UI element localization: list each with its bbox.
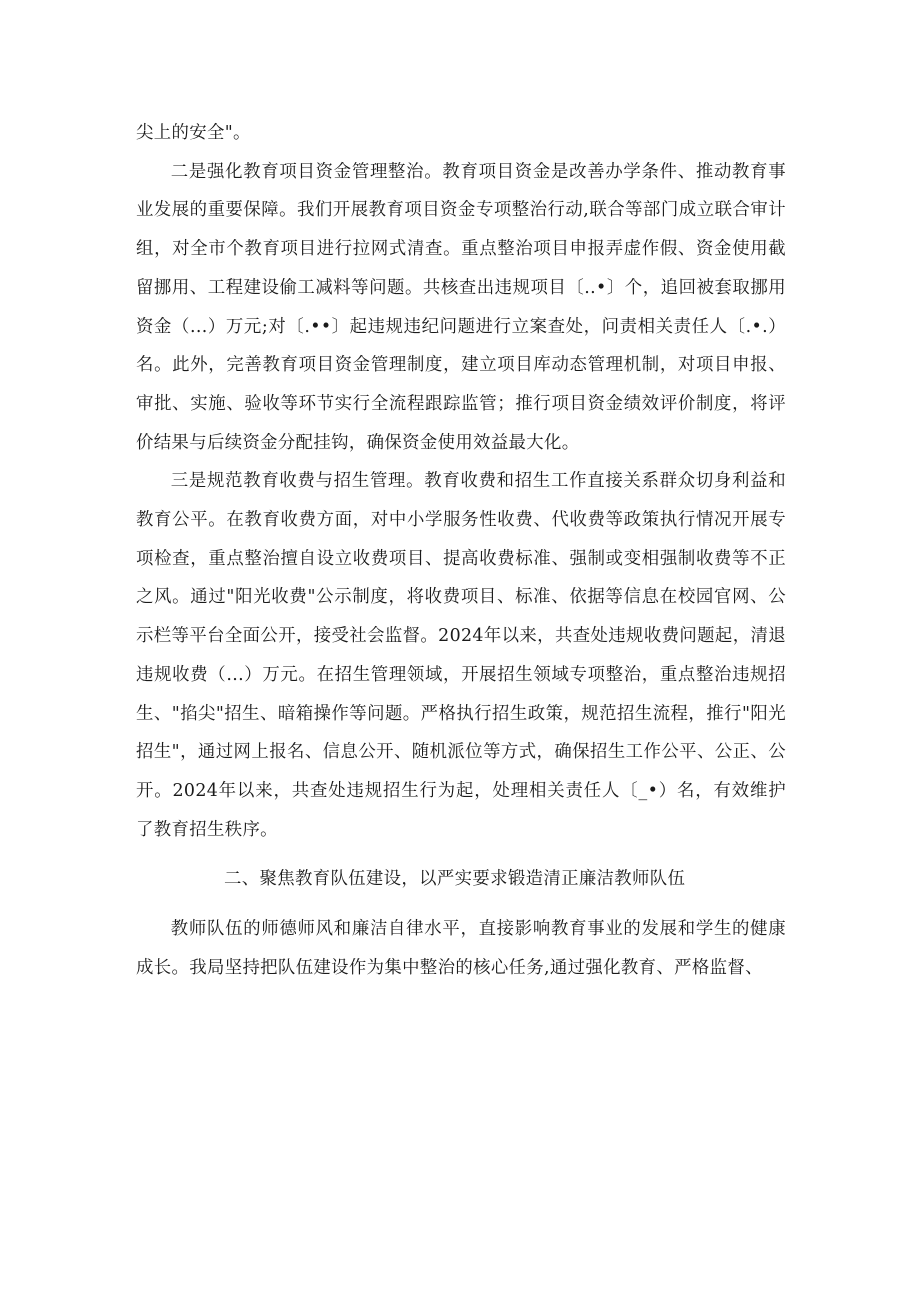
paragraph-project-funds: 二是强化教育项目资金管理整治。教育项目资金是改善办学条件、推动教育事业发展的重要保障。我们开展教育项目资金专项整治行动,联合等部门成立联合审计组，对全市个教育项目进行拉网式清查。重点整治项目申报弄虚作假、资金使用截留挪用、工程建设偷工减料等问题。共核查出违规项目〔..•〕个，追回被套取挪用资金（...）万元;对〔.••〕起违规违纪问题进行立案查处，问责相关责任人〔.•.）名。此外，完善教育项目资金管理制度，建立项目库动态管理机制，对项目申报、审批、实施、验收等环节实行全流程跟踪监管；推行项目资金绩效评价制度，将评价结果与后续资金分配挂钩，确保资金使用效益最大化。 bbox=[136, 161, 786, 453]
paragraph-fees-enrollment: 三是规范教育收费与招生管理。教育收费和招生工作直接关系群众切身利益和教育公平。在教育收费方面，对中小学服务性收费、代收费等政策执行情况开展专项检查，重点整治擅自设立收费项目、提高收费标准、强制或变相强制收费等不正之风。通过"阳光收费"公示制度，将收费项目、标准、依据等信息在校园官网、公示栏等平台全面公开，接受社会监督。2024年以来，共查处违规收费问题起，清退违规收费（...）万元。在招生管理领域，开展招生领域专项整治，重点整治违规招生、"掐尖"招生、暗箱操作等问题。严格执行招生政策，规范招生流程，推行"阳光招生"，通过网上报名、信息公开、随机派位等方式，确保招生工作公平、公正、公开。2024年以来，共查处违规招生行为起，处理相关责任人〔_•）名，有效维护了教育招生秩序。 bbox=[136, 471, 786, 840]
document-body bbox=[136, 114, 786, 987]
section-heading: 二、聚焦教育队伍建设，以严实要求锻造清正廉洁教师队伍 bbox=[224, 869, 686, 890]
paragraph-continuation: 尖上的安全"。 bbox=[136, 123, 251, 143]
paragraph-teacher-team: 教师队伍的师德师风和廉洁自律水平，直接影响教育事业的发展和学生的健康成长。我局坚持把队伍建设作为集中整治的核心任务,通过强化教育、严格监督、 bbox=[136, 919, 786, 978]
